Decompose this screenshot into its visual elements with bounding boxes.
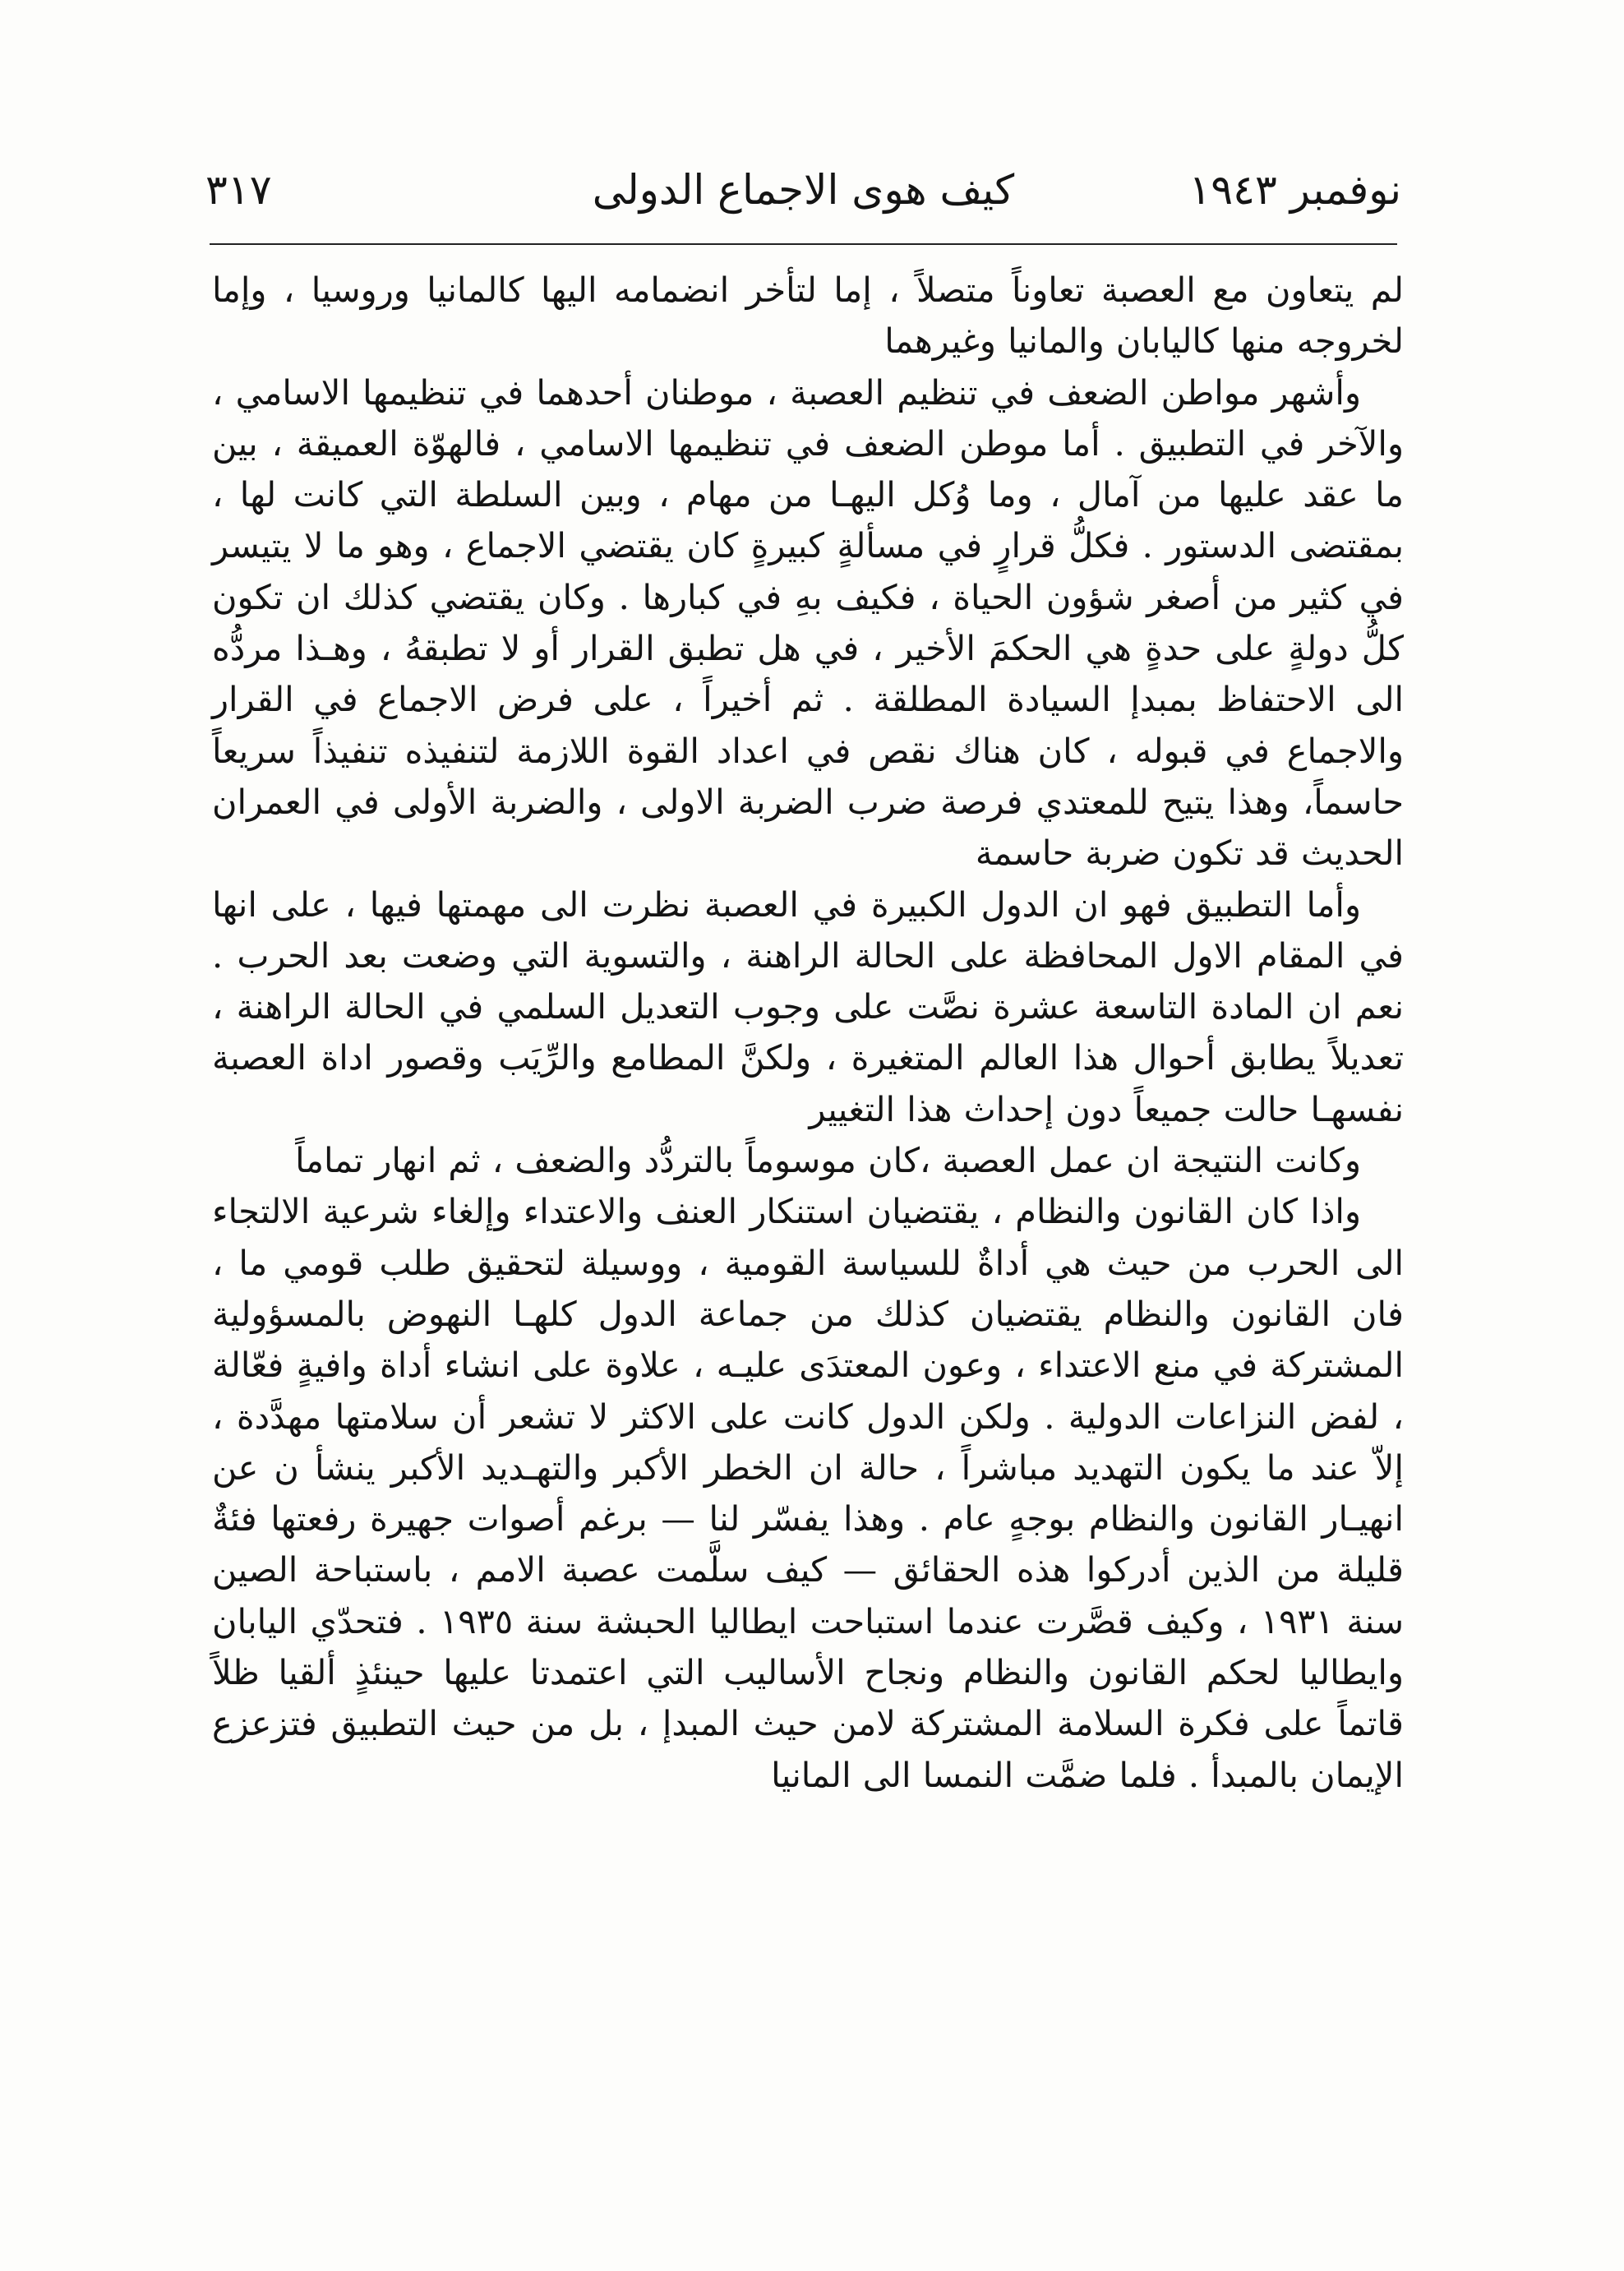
paragraph-1: لم يتعاون مع العصبة تعاوناً متصلاً ، إما لتأخر انضمامه اليها كالمانيا وروسيا ، وإما لخروجه منها كاليابان والمانيا وغيرهما [212,270,1404,362]
paragraph-5: واذا كان القانون والنظام ، يقتضيان استنكار العنف والاعتداء وإلغاء شرعية الالتجاء الى الحرب من حيث هي أداةٌ للسياسة القومية ، ووسيلة لتحقيق طلب قومي ما ، فان القانون والنظام يقتضيان كذلك من جماعة الدول كلهـا النهوض بالمسؤولية المشتركة في منع الاعتداء ، وعون المعتدَى عليـه ، علاوة على انشاء أداة وافيةٍ فعّالة ، لفض النزاعات الدولية . ولكن الدول كانت على الاكثر لا تشعر أن سلامتها مهدَّدة ، إلاّ عند ما يكون التهديد مباشراً ، حالة ان الخطر الأكبر والتهـديد الأكبر ينشأ ن عن انهيـار القانون والنظام بوجهٍ عام . وهذا يفسّر لنا — برغم أصوات جهيرة رفعتها فئةٌ قليلة من الذين أدركوا هذه الحقائق — كيف سلَّمت عصبة الامم ، باستباحة الصين سنة ١٩٣١ ، وكيف قصَّرت عندما استباحت ايطاليا الحبشة سنة ١٩٣٥ . فتحدّي اليابان وايطاليا لحكم القانون والنظام ونجاح الأساليب التي اعتمدتا عليها حينئذٍ ألقيا ظلاً قاتماً على فكرة السلامة المشتركة لامن حيث المبدإ ، بل من حيث التطبيق فتزعزع الإيمان بالمبدأ . فلما ضمَّت النمسا الى المانيا [212,1191,1404,1795]
paragraph-4: وكانت النتيجة ان عمل العصبة ،كان موسوماً بالتردُّد والضعف ، ثم انهار تماماً [295,1140,1361,1181]
running-header [205,160,1401,219]
header-date: نوفمبر ١٩٤٣ [1188,166,1401,214]
header-title: كيف هوى الاجماع الدولى [592,166,1015,214]
paragraph-3: وأما التطبيق فهو ان الدول الكبيرة في العصبة نظرت الى مهمتها فيها ، على انها في المقام الاول المحافظة على الحالة الراهنة ، والتسوية التي وضعت بعد الحرب . نعم ان المادة التاسعة عشرة نصَّت على وجوب التعديل السلمي في الحالة الراهنة ، تعديلاً يطابق أحوال هذا العالم المتغيرة ، ولكنَّ المطامع والرِّيَب وقصور اداة العصبة نفسهـا حالت جميعاً دون إحداث هذا التغيير [212,884,1404,1129]
body-text [212,265,1404,1801]
paragraph-2: وأشهر مواطن الضعف في تنظيم العصبة ، موطنان أحدهما في تنظيمها الاسامي ، والآخر في التطبيق . أما موطن الضعف في تنظيمها الاسامي ، فالهوّة العميقة ، بين ما عقد عليها من آمال ، وما وُكل اليهـا من مهام ، وبين السلطة التي كانت لها ، بمقتضى الدستور . فكلُّ قرارٍ في مسألةٍ كبيرةٍ كان يقتضي الاجماع ، وهو ما لا يتيسر في كثير من أصغر شؤون الحياة ، فكيف بهِ في كبارها . وكان يقتضي كذلك ان تكون كلُّ دولةٍ على حدةٍ هي الحكمَ الأخير ، في هل تطبق القرار أو لا تطبقهُ ، وهـذا مردُّه الى الاحتفاظ بمبدإ السيادة المطلقة . ثم أخيراً ، على فرض الاجماع في القرار والاجماع في قبوله ، كان هناك نقص في اعداد القوة اللازمة لتنفيذه تنفيذاً سريعاً حاسماً، وهذا يتيح للمعتدي فرصة ضرب الضربة الاولى ، والضربة الأولى في العمران الحديث قد تكون ضربة حاسمة [212,372,1404,874]
page-number: ٣١٧ [205,166,272,214]
header-rule [210,243,1397,245]
